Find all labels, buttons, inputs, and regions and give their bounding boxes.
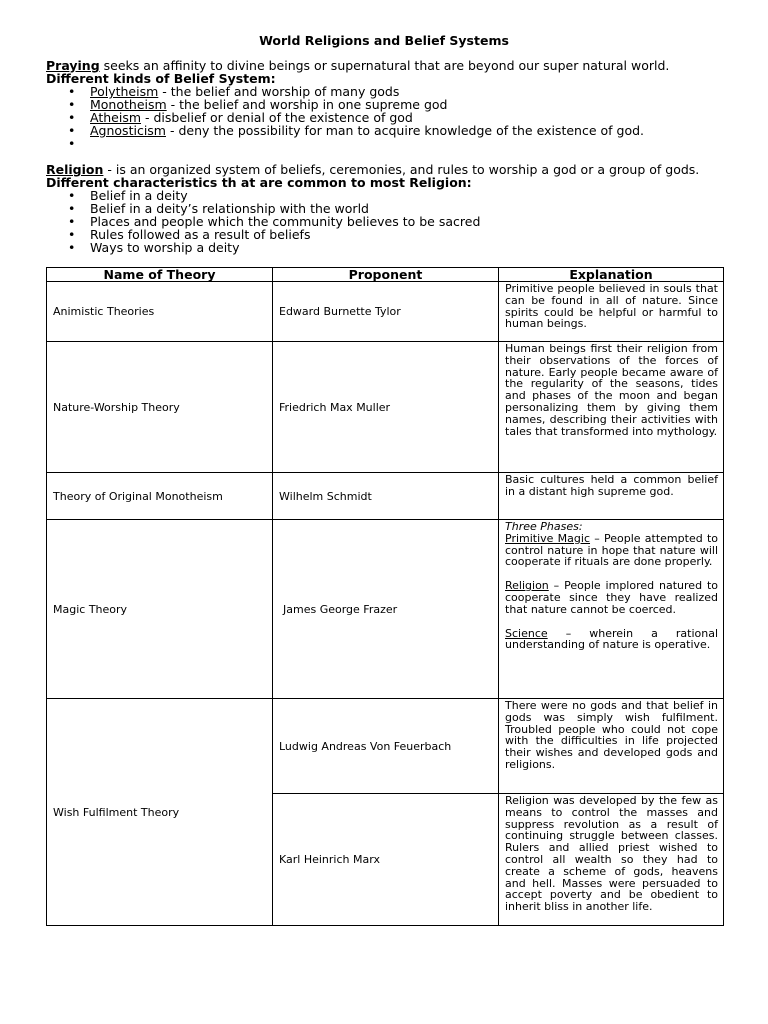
column-header-name: Name of Theory xyxy=(47,268,273,282)
belief-term: Atheism xyxy=(90,110,142,125)
phase-term: Science xyxy=(505,626,548,640)
phase-text: – wherein a rational understanding of nature is operative. xyxy=(505,626,718,652)
phase-item xyxy=(505,533,718,568)
belief-systems-heading: Different kinds of Belief System: xyxy=(46,71,276,86)
phase-term: Religion xyxy=(505,579,549,593)
belief-text: - disbelief or denial of the existence of god xyxy=(141,110,413,125)
theory-name: Animistic Theories xyxy=(47,282,273,342)
theory-name: Wish Fulfilment Theory xyxy=(47,699,273,926)
theory-proponent: James George Frazer xyxy=(273,520,499,699)
characteristics-heading: Different characteristics th at are common to most Religion: xyxy=(46,175,472,190)
table-row xyxy=(47,282,724,342)
column-header-explanation: Explanation xyxy=(499,268,724,282)
phase-text: – People attempted to control nature in hope that nature will cooperate if rituals are done properly. xyxy=(505,531,718,569)
belief-systems-list xyxy=(66,85,722,150)
table-header-row xyxy=(47,268,724,282)
list-item: • Rules followed as a result of beliefs xyxy=(66,228,722,241)
belief-term: Polytheism xyxy=(90,84,159,99)
theory-explanation xyxy=(499,520,724,699)
column-header-proponent: Proponent xyxy=(273,268,499,282)
table-row xyxy=(47,473,724,520)
theory-name: Nature-Worship Theory xyxy=(47,342,273,473)
religion-text: - is an organized system of beliefs, ceremonies, and rules to worship a god or a group of gods. xyxy=(103,162,700,177)
list-item: • Places and people which the community believes to be sacred xyxy=(66,215,722,228)
theory-explanation: Religion was developed by the few as means to control the masses and suppress revolution as a result of continuing struggle between classes. Rulers and allied priest wished to control all wealth so they had to create a scheme of gods, heavens and hell. Masses were persuaded to accept poverty and be obedient to inherit bliss in another life. xyxy=(499,794,724,926)
list-item: • Belief in a deity xyxy=(66,189,722,202)
table-row xyxy=(47,342,724,473)
list-item: • Ways to worship a deity xyxy=(66,241,722,254)
praying-term: Praying xyxy=(46,58,100,73)
list-item xyxy=(66,124,722,137)
belief-text: - the belief and worship in one supreme god xyxy=(166,97,448,112)
list-item-empty xyxy=(66,137,722,150)
theory-explanation: Human beings first their religion from their observations of the forces of nature. Early people became aware of the regularity of the seasons, tides and phases of the moon and began personalizing them by giving them names, describing their activities with tales that transformed into mythology. xyxy=(499,342,724,473)
theory-name: Magic Theory xyxy=(47,520,273,699)
theory-name: Theory of Original Monotheism xyxy=(47,473,273,520)
phase-text: – People implored natured to cooperate since they have realized that nature cannot be coerced. xyxy=(505,579,718,616)
belief-text: - the belief and worship of many gods xyxy=(158,84,400,99)
table-row xyxy=(47,699,724,794)
theories-table xyxy=(46,267,724,926)
theory-proponent: Ludwig Andreas Von Feuerbach xyxy=(273,699,499,794)
characteristics-list xyxy=(66,189,722,254)
phase-item xyxy=(505,580,718,615)
document-title: World Religions and Belief Systems xyxy=(259,33,509,48)
belief-text: - deny the possibility for man to acquire knowledge of the existence of god. xyxy=(165,123,645,138)
belief-term: Agnosticism xyxy=(90,123,166,138)
praying-text: seeks an affinity to divine beings or supernatural that are beyond our super natural world. xyxy=(99,58,670,73)
phase-term: Primitive Magic xyxy=(505,531,591,545)
list-item: • Belief in a deity’s relationship with the world xyxy=(66,202,722,215)
phase-item xyxy=(505,628,718,652)
religion-term: Religion xyxy=(46,162,104,177)
phases-label: Three Phases: xyxy=(505,520,583,533)
table-row xyxy=(47,520,724,699)
belief-term: Monotheism xyxy=(90,97,167,112)
theory-explanation: Primitive people believed in souls that can be found in all of nature. Since spirits could be helpful or harmful to human beings. xyxy=(499,282,724,342)
theory-explanation: There were no gods and that belief in gods was simply wish fulfilment. Troubled people who could not cope with the difficulties in life projected their wishes and developed gods and religions. xyxy=(499,699,724,794)
theory-explanation: Basic cultures held a common belief in a distant high supreme god. xyxy=(499,473,724,520)
theory-proponent: Karl Heinrich Marx xyxy=(273,794,499,926)
theory-proponent: Edward Burnette Tylor xyxy=(273,282,499,342)
theory-proponent: Wilhelm Schmidt xyxy=(273,473,499,520)
theory-proponent: Friedrich Max Muller xyxy=(273,342,499,473)
